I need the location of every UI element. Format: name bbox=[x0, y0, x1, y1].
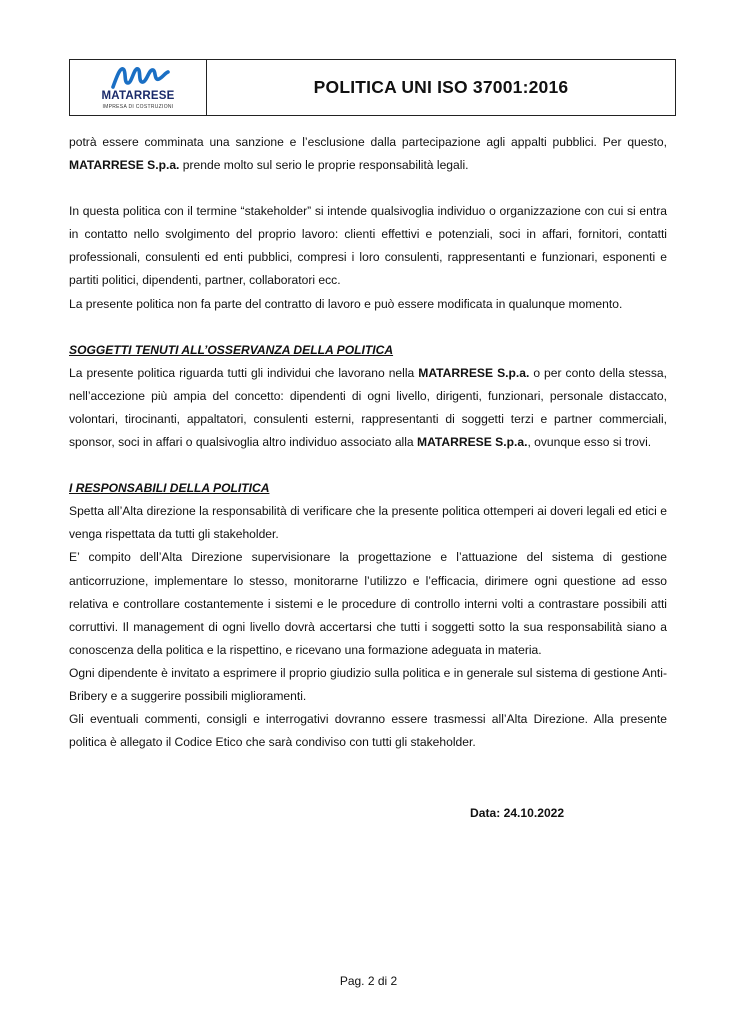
document-body bbox=[69, 131, 667, 754]
document-header bbox=[69, 59, 676, 116]
paragraph-management-tasks: E’ compito dell’Alta Direzione supervisionare la progettazione e l’attuazione del sistema di gestione anticorruzione, implementare lo stesso, monitorarne l’utilizzo e l’efficacia, dirimere ogni questione ad esso relativa e controllare costantemente i sistemi e le procedure di controllo interni volti a contrastare possibili atti corruttivi. Il management di ogni livello dovrà accertarsi che tutti i soggetti sotto la sua responsabilità siano a conoscenza della politica e la rispettino, e ricevano una formazione adeguata in materia. bbox=[69, 550, 667, 657]
paragraph-employee-feedback: Ogni dipendente è invitato a esprimere il proprio giudizio sulla politica e in generale sul sistema di gestione Anti-Bribery e a suggerire possibili miglioramenti. bbox=[69, 665, 667, 703]
company-name: MATARRESE S.p.a. bbox=[418, 365, 530, 380]
paragraph-intro: potrà essere comminata una sanzione e l’esclusione dalla partecipazione agli appalti pubblici. Per questo, MATARRESE S.p.a. prende molto sul serio le proprie responsabilità legali. bbox=[69, 135, 667, 173]
company-logo bbox=[70, 60, 207, 115]
header-title-cell bbox=[207, 60, 675, 115]
paragraph-comments: Gli eventuali commenti, consigli e interrogativi dovranno essere trasmessi all’Alta Direzione. Alla presente politica è allegato il Codice Etico che sarà condiviso con tutti gli stakeholder. bbox=[69, 712, 667, 750]
matarrese-logo-mark bbox=[110, 63, 170, 89]
logo-subtitle: IMPRESA DI COSTRUZIONI bbox=[102, 104, 174, 110]
company-name: MATARRESE S.p.a. bbox=[69, 158, 180, 173]
section-title-subjects: SOGGETTI TENUTI ALL’OSSERVANZA DELLA POLITICA bbox=[69, 342, 394, 357]
company-name: MATARRESE S.p.a. bbox=[417, 435, 528, 450]
page-number: Pag. 2 di 2 bbox=[339, 974, 398, 988]
logo-name: MATARRESE bbox=[101, 90, 175, 102]
document-date: Data: 24.10.2022 bbox=[470, 806, 565, 820]
section-title-responsibles: I RESPONSABILI DELLA POLITICA bbox=[69, 481, 270, 496]
paragraph-contract-note: La presente politica non fa parte del contratto di lavoro e può essere modificata in qualunque momento. bbox=[69, 296, 623, 311]
paragraph-subjects: La presente politica riguarda tutti gli individui che lavorano nella MATARRESE S.p.a. o per conto della stessa, nell’accezione più ampia del concetto: dipendenti di ogni livello, dirigenti, funzionari, personale distaccato, volontari, tirocinanti, appaltatori, consulenti esterni, rappresentanti di soggetti terzi e partner commerciali, sponsor, soci in affari o qualsivoglia altro individuo associato alla MATARRESE S.p.a., ovunque esso si trovi. bbox=[69, 365, 667, 450]
document-title: POLITICA UNI ISO 37001:2016 bbox=[313, 77, 569, 97]
paragraph-management-duty: Spetta all’Alta direzione la responsabilità di verificare che la presente politica ottemperi ai doveri legali ed etici e venga rispettata da tutti gli stakeholder. bbox=[69, 504, 667, 542]
paragraph-stakeholder-definition: In questa politica con il termine “stakeholder” si intende qualsivoglia individuo o organizzazione con cui si entra in contatto nello svolgimento del proprio lavoro: clienti effettivi e potenziali, soci in affari, fornitori, contatti professionali, consulenti ed enti pubblici, compresi i loro consulenti, rappresentanti e funzionari, esponenti e partiti politici, dipendenti, partner, collaboratori ecc. bbox=[69, 204, 667, 288]
